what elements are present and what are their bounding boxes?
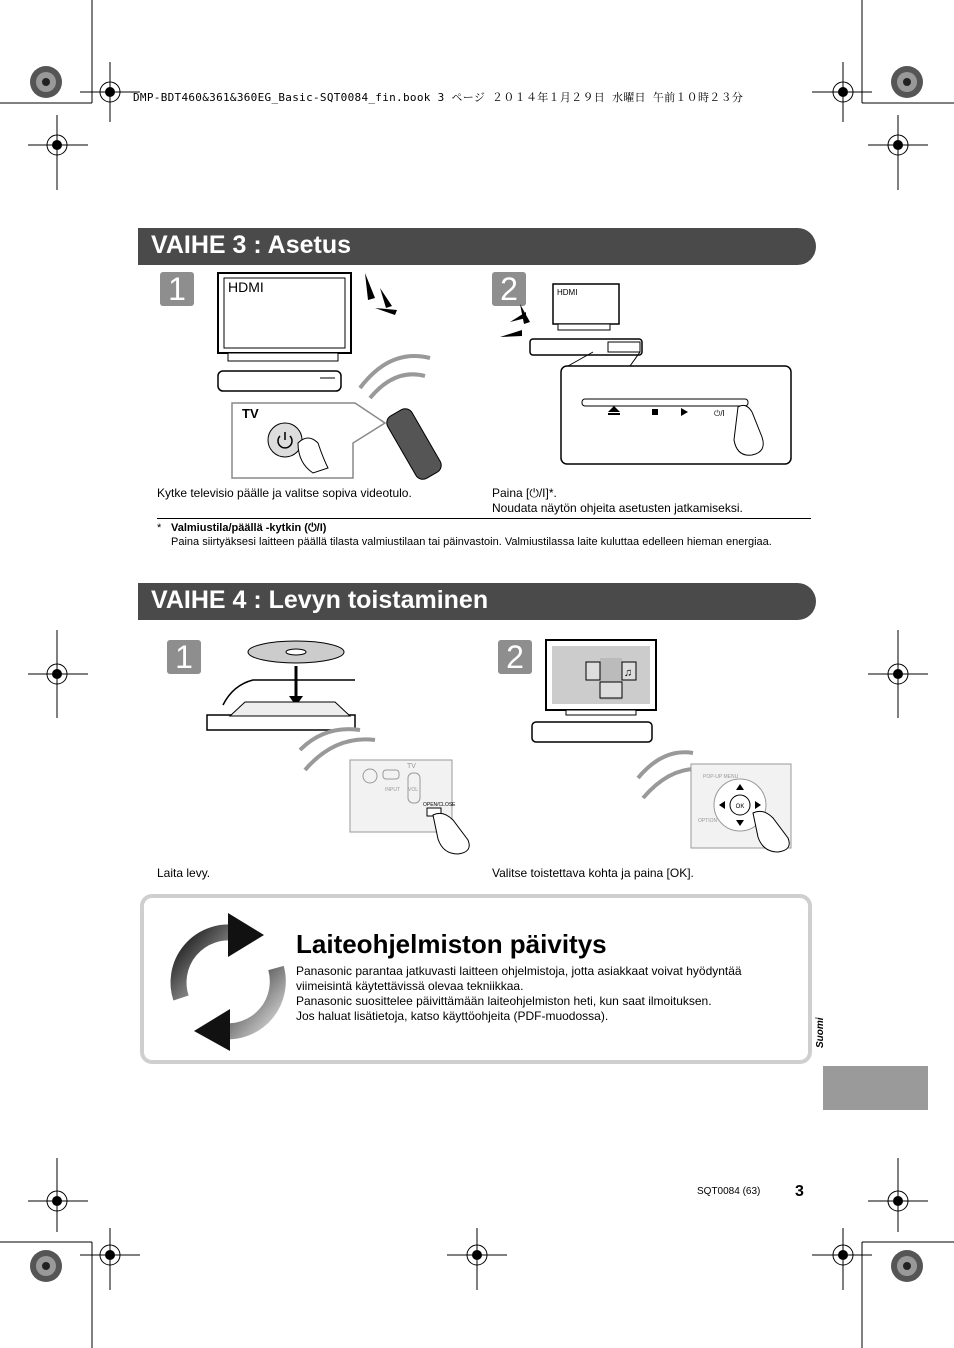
music-icon: ♫ bbox=[623, 667, 633, 679]
power-button-label: ⏻/I bbox=[714, 409, 725, 418]
refresh-arrows-icon bbox=[166, 913, 292, 1051]
language-label: Suomi bbox=[815, 1017, 826, 1048]
step4-sub1-caption: Laita levy. bbox=[157, 866, 211, 880]
firmware-paragraph-3: Jos haluat lisätietoja, katso käyttöohjeita (PDF-muodossa). bbox=[296, 1009, 609, 1023]
step3-sub2-caption-line2: Noudata näytön ohjeita asetusten jatkamiseksi. bbox=[492, 501, 743, 515]
tv-hdmi-label: HDMI bbox=[228, 279, 264, 295]
step4-substep1-number: 1 bbox=[167, 640, 201, 674]
tv-small-hdmi-label: HDMI bbox=[557, 288, 578, 297]
remote-input-label: INPUT bbox=[385, 787, 400, 793]
firmware-title: Laiteohjelmiston päivitys bbox=[296, 929, 607, 959]
remote-tv-label: TV bbox=[407, 763, 416, 770]
option-label: OPTION bbox=[698, 818, 718, 824]
footnote-body: Paina siirtyäksesi laitteen päällä tilasta valmiustilaan tai päinvastoin. Valmiustilassa laite kuluttaa edelleen hieman energiaa. bbox=[171, 536, 772, 548]
language-tab bbox=[823, 1066, 928, 1110]
step3-illustration-1 bbox=[210, 268, 470, 483]
page-number: 3 bbox=[795, 1183, 804, 1200]
doc-code: SQT0084 (63) bbox=[697, 1186, 761, 1197]
footnote-divider bbox=[157, 518, 811, 519]
step3-header-band bbox=[138, 228, 816, 265]
firmware-paragraph-2: Panasonic suosittelee päivittämään laiteohjelmiston heti, kun saat ilmoituksen. bbox=[296, 994, 712, 1008]
tv-button-label: TV bbox=[242, 406, 259, 421]
step4-title: VAIHE 4 : Levyn toistaminen bbox=[151, 586, 489, 614]
step3-sub2-caption-line1: Paina [⏻/I]*. bbox=[492, 486, 557, 500]
popup-menu-label: POP-UP MENU bbox=[703, 774, 739, 780]
firmware-paragraph-1: Panasonic parantaa jatkuvasti laitteen ohjelmistoja, jotta asiakkaat voivat hyödyntää viimeisintä käytettävissä olevaa tekniikkaa. bbox=[296, 964, 742, 993]
ok-button-label: OK bbox=[735, 804, 745, 810]
step3-substep1-number: 1 bbox=[160, 272, 194, 306]
footnote-title: Valmiustila/päällä -kytkin (⏻/I) bbox=[171, 522, 327, 534]
step4-sub2-caption: Valitse toistettava kohta ja paina [OK]. bbox=[492, 866, 694, 880]
step4-illustration-1 bbox=[205, 640, 490, 860]
step3-substep2-number: 2 bbox=[492, 272, 526, 306]
step3-title: VAIHE 3 : Asetus bbox=[151, 231, 352, 259]
step3-sub1-caption: Kytke televisio päälle ja valitse sopiva videotulo. bbox=[157, 486, 412, 500]
step4-illustration-2 bbox=[528, 638, 808, 860]
step4-substep2-number: 2 bbox=[498, 640, 532, 674]
file-info-header: DMP-BDT460&361&360EG_Basic-SQT0084_fin.book 3 ページ ２０１４年１月２９日 水曜日 午前１０時２３分 bbox=[133, 91, 744, 104]
footnote-marker: * bbox=[157, 522, 162, 534]
step4-header-band bbox=[138, 583, 816, 620]
step3-illustration-2 bbox=[498, 282, 798, 467]
firmware-body bbox=[296, 964, 796, 1024]
remote-vol-label: VOL bbox=[408, 787, 419, 793]
open-close-label: OPEN/CLOSE bbox=[423, 802, 456, 808]
